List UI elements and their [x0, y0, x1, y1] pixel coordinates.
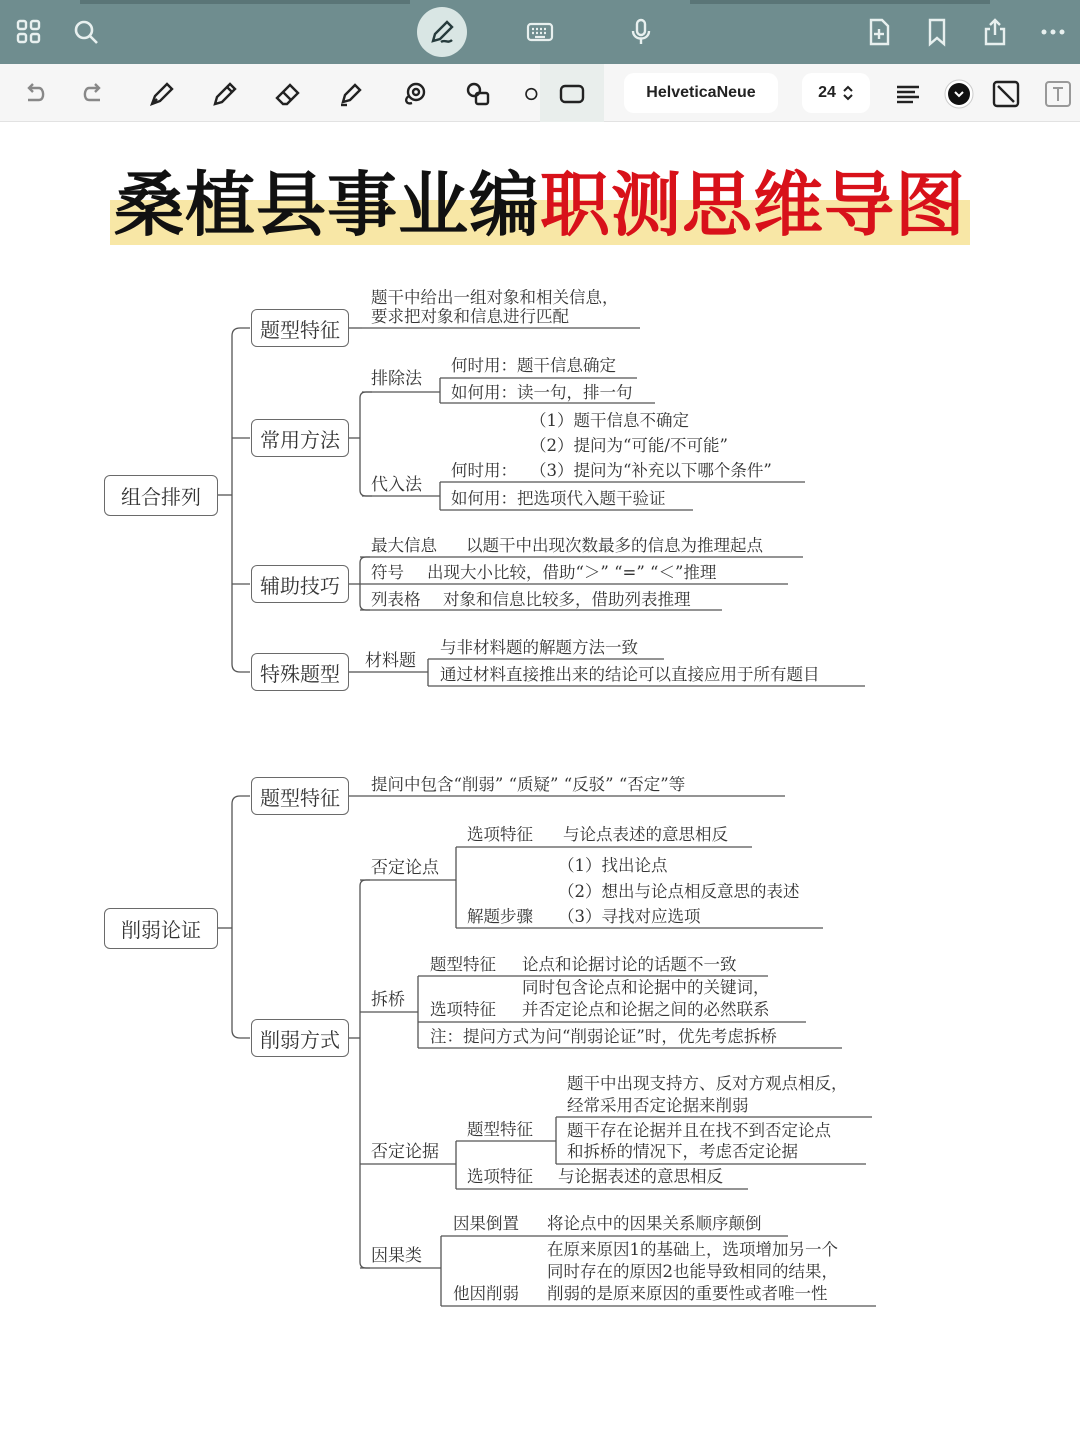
branch-node: 常用方法	[251, 419, 349, 457]
node-label: 排除法	[371, 369, 422, 389]
root-node: 削弱论证	[104, 908, 218, 949]
node-text: （3）提问为“补充以下哪个条件”	[530, 461, 772, 480]
node-text: 题干中给出一组对象和相关信息，	[371, 288, 619, 307]
node-text: 与论据表述的意思相反	[558, 1167, 723, 1186]
branch-node: 题型特征	[251, 777, 349, 815]
node-text: 对象和信息比较多，借助列表推理	[443, 590, 691, 609]
node-text: 同时存在的原因2也能导致相同的结果，	[547, 1262, 838, 1281]
node-text: 将论点中的因果关系顺序颠倒	[547, 1214, 762, 1233]
node-text: 何时用：题干信息确定	[451, 356, 616, 375]
node-text: 如何用：把选项代入题干验证	[451, 489, 666, 508]
node-text: （2）想出与论点相反意思的表述	[558, 882, 800, 901]
node-text: 何时用：	[451, 461, 517, 480]
node-text: 和拆桥的情况下，考虑否定论据	[567, 1142, 798, 1161]
node-text: 题干中出现支持方、反对方观点相反，	[567, 1074, 848, 1093]
node-note: 注：提问方式为问“削弱论证”时，优先考虑拆桥	[430, 1027, 777, 1046]
node-text: （1）题干信息不确定	[530, 411, 689, 430]
node-text: 出现大小比较，借助“＞” “=” “＜”推理	[427, 563, 717, 582]
node-text: 并否定论点和论据之间的必然联系	[522, 1000, 770, 1019]
node-text: （3）寻找对应选项	[558, 907, 701, 926]
font-name-label: HelveticaNeue	[646, 84, 756, 101]
node-text: 提问中包含“削弱” “质疑” “反驳” “否定”等	[371, 775, 686, 794]
node-text: 以题干中出现次数最多的信息为推理起点	[466, 536, 763, 555]
node-label: 否定论点	[371, 858, 439, 878]
node-key: 因果倒置	[453, 1214, 519, 1233]
node-label: 代入法	[371, 475, 422, 495]
title-black-part: 桑植县事业编	[114, 163, 540, 246]
branch-node: 题型特征	[251, 309, 349, 347]
node-key: 他因削弱	[453, 1284, 519, 1303]
node-text: 与论点表述的意思相反	[563, 825, 728, 844]
node-text: 在原来原因1的基础上，选项增加另一个	[547, 1240, 838, 1259]
node-key: 符号	[371, 563, 404, 582]
branch-node: 削弱方式	[251, 1019, 349, 1057]
node-key: 列表格	[371, 590, 421, 609]
branch-node: 特殊题型	[251, 653, 349, 691]
node-text: 通过材料直接推出来的结论可以直接应用于所有题目	[440, 665, 820, 684]
node-key: 选项特征	[467, 1167, 533, 1186]
node-text: 要求把对象和信息进行匹配	[371, 307, 569, 326]
node-text: （2）提问为“可能/不可能”	[530, 436, 728, 455]
font-size-label: 24	[818, 84, 836, 101]
node-label: 因果类	[371, 1246, 422, 1266]
root-node: 组合排列	[104, 475, 218, 516]
node-text: 如何用：读一句，排一句	[451, 383, 633, 402]
node-key: 最大信息	[371, 536, 437, 555]
node-key: 选项特征	[430, 1000, 496, 1019]
node-label: 材料题	[365, 651, 416, 671]
branch-node: 辅助技巧	[251, 565, 349, 603]
node-text: 同时包含论点和论据中的关键词，	[522, 978, 770, 997]
node-key: 选项特征	[467, 825, 533, 844]
node-text: 削弱的是原来原因的重要性或者唯一性	[547, 1284, 828, 1303]
node-text: 与非材料题的解题方法一致	[440, 638, 638, 657]
node-label: 拆桥	[371, 990, 405, 1010]
node-text: 经常采用否定论据来削弱	[567, 1096, 749, 1115]
node-text: 题干存在论据并且在找不到否定论点	[567, 1121, 831, 1140]
node-key: 题型特征	[467, 1120, 533, 1139]
title-red-part: 职测思维导图	[540, 163, 966, 246]
node-text: （1）找出论点	[558, 856, 668, 875]
node-key: 解题步骤	[467, 907, 533, 926]
node-key: 题型特征	[430, 955, 496, 974]
node-text: 论点和论据讨论的话题不一致	[522, 955, 737, 974]
node-label: 否定论据	[371, 1142, 439, 1162]
